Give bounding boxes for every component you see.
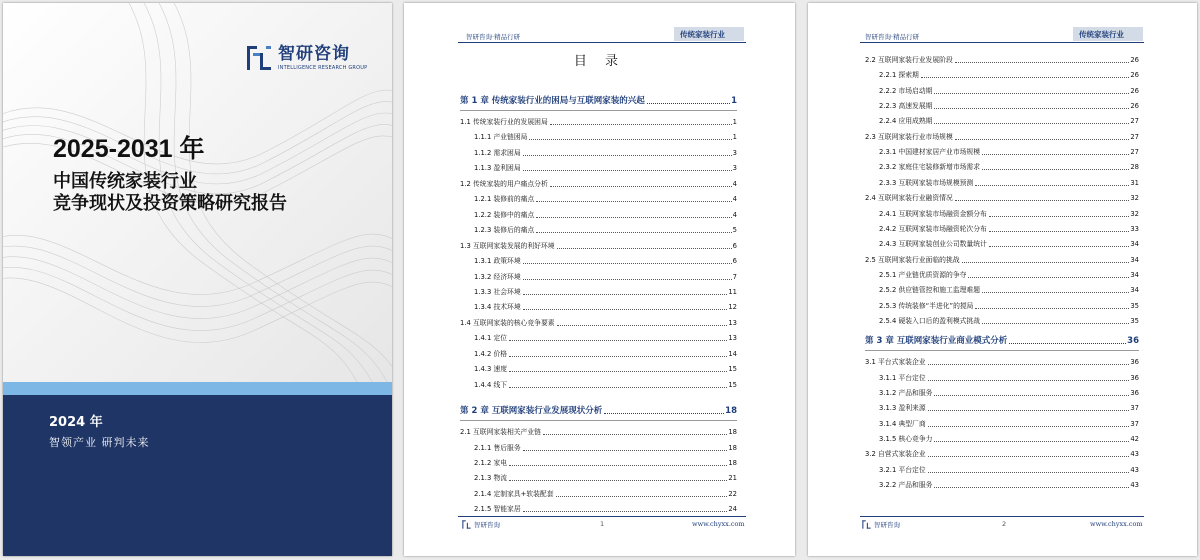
toc-entry-page: 21 xyxy=(728,474,737,483)
toc-entry[interactable] xyxy=(865,240,1139,249)
toc-entry-title: 1.1.1 产业链困局 xyxy=(474,133,528,142)
toc-entry[interactable] xyxy=(460,319,737,328)
toc-dot-leader xyxy=(523,263,732,264)
toc-entry[interactable] xyxy=(865,256,1139,265)
toc-dot-leader xyxy=(647,103,730,104)
toc-entry-page: 43 xyxy=(1130,481,1139,490)
toc-entry-title: 2.1.4 定制家具+软装配套 xyxy=(474,489,554,498)
toc-entry-title: 2.4 互联网家装行业融资情况 xyxy=(865,194,953,203)
toc-entry[interactable] xyxy=(460,118,737,127)
toc-page-2 xyxy=(808,3,1197,556)
toc-dot-leader xyxy=(982,154,1129,155)
toc-entry-title: 1.3 互联网家装发展的利好环境 xyxy=(460,241,555,250)
toc-entry-page: 5 xyxy=(732,226,737,235)
toc-entry-page: 35 xyxy=(1130,316,1139,325)
toc-dot-leader xyxy=(982,292,1129,293)
toc-chapter-entry[interactable] xyxy=(460,406,737,416)
toc-entry-title: 1.1.2 需求困局 xyxy=(474,148,521,157)
toc-entry-page: 26 xyxy=(1130,56,1139,64)
toc-entry-page: 7 xyxy=(732,272,737,281)
toc-entry-title: 1.4.2 价格 xyxy=(474,349,508,358)
toc-dot-leader xyxy=(975,185,1129,186)
toc-entry-page: 4 xyxy=(732,210,737,219)
toc-entry-title: 2.5.2 供应链管控和施工监理难题 xyxy=(879,286,981,295)
toc-dot-leader xyxy=(955,62,1130,63)
toc-entry-page: 1 xyxy=(732,133,737,142)
toc-entry-page: 42 xyxy=(1130,435,1139,444)
logo-mark-icon xyxy=(246,45,272,71)
toc-entry[interactable] xyxy=(460,428,737,437)
toc-entry[interactable] xyxy=(460,133,737,142)
toc-dot-leader xyxy=(928,426,1130,427)
toc-dot-leader xyxy=(523,294,728,295)
toc-entry-page: 11 xyxy=(728,287,737,296)
toc-entry[interactable] xyxy=(460,226,737,235)
toc-entry-page: 6 xyxy=(732,241,737,250)
toc-entry-page: 36 xyxy=(1130,373,1139,382)
toc-dot-leader xyxy=(975,308,1129,309)
footer-logo-icon xyxy=(862,520,871,529)
toc-dot-leader xyxy=(523,450,728,451)
toc-dot-leader xyxy=(509,340,727,341)
toc-entry-title: 3.1 平台式家装企业 xyxy=(865,358,926,367)
toc-entry-title: 2.2 互联网家装行业发展阶段 xyxy=(865,56,953,64)
toc-entry[interactable] xyxy=(865,450,1139,459)
toc-entry-title: 2.4.2 互联网家装市场融资轮次分布 xyxy=(879,224,987,233)
chapter-separator xyxy=(460,110,737,111)
toc-entry[interactable] xyxy=(865,358,1139,367)
toc-entry[interactable] xyxy=(865,56,1139,65)
toc-entry-title: 2.3.3 互联网家装市场规模预测 xyxy=(879,178,974,187)
toc-entry-page: 22 xyxy=(728,489,737,498)
toc-entry-title: 3.1.5 核心竞争力 xyxy=(879,435,933,444)
toc-entry-title: 2.1.1 售后服务 xyxy=(474,443,521,452)
toc-entry-page: 18 xyxy=(725,406,737,417)
toc-dot-leader xyxy=(509,356,727,357)
toc-entry[interactable] xyxy=(460,149,737,158)
toc-dot-leader xyxy=(543,434,727,435)
toc-entry-title: 第 3 章 互联网家装行业商业模式分析 xyxy=(865,336,1008,347)
toc-entry-title: 1.4.3 速度 xyxy=(474,365,508,374)
toc-entry-page: 6 xyxy=(732,257,737,266)
toc-entry[interactable] xyxy=(460,334,737,343)
toc-dot-leader xyxy=(989,216,1130,217)
cover-forecast-years: 2025-2031 年 xyxy=(53,135,205,163)
toc-entry-page: 26 xyxy=(1130,102,1139,111)
footer-logo-icon xyxy=(462,520,471,529)
toc-entry[interactable] xyxy=(460,505,737,514)
toc-entry-title: 2.3.1 中国建材家居产业市场规模 xyxy=(879,148,981,157)
toc-dot-leader xyxy=(928,456,1130,457)
toc-entry-page: 26 xyxy=(1130,86,1139,95)
toc-entry[interactable] xyxy=(865,404,1139,413)
toc-dot-leader xyxy=(523,155,732,156)
footer-logo-text: 智研咨询 xyxy=(474,521,500,529)
toc-entry-title: 2.3 互联网家装行业市场规模 xyxy=(865,132,953,141)
toc-entry-page: 3 xyxy=(732,164,737,173)
toc-dot-leader xyxy=(536,217,731,218)
toc-entry-page: 34 xyxy=(1130,270,1139,279)
toc-entry-title: 1.2 传统家装的用户痛点分析 xyxy=(460,179,548,188)
toc-entry[interactable] xyxy=(865,194,1139,203)
cover-title-line-1: 中国传统家装行业 xyxy=(53,171,197,192)
company-logo xyxy=(246,45,367,71)
toc-entry-title: 3.1.3 盈利来源 xyxy=(879,404,926,413)
toc-entry-page: 18 xyxy=(728,428,737,437)
toc-entry-title: 2.5.3 传统装修“半进化”的搅局 xyxy=(879,301,974,310)
toc-entry-page: 33 xyxy=(1130,224,1139,233)
toc-entry-page: 32 xyxy=(1130,194,1139,203)
toc-entry-page: 3 xyxy=(732,148,737,157)
toc-dot-leader xyxy=(934,108,1129,109)
toc-entry-title: 3.2 自营式家装企业 xyxy=(865,450,926,459)
cover-publish-year: 2024 年 xyxy=(49,415,103,430)
toc-entry-title: 1.3.2 经济环境 xyxy=(474,272,521,281)
toc-entry[interactable] xyxy=(865,466,1139,475)
toc-dot-leader xyxy=(536,201,731,202)
header-rule xyxy=(458,42,746,43)
toc-dot-leader xyxy=(989,231,1130,232)
toc-entry-page: 18 xyxy=(728,459,737,467)
page-header-brand: 智研咨询·精品行研 xyxy=(865,33,920,41)
cover-slogan: 智领产业 研判未来 xyxy=(49,436,150,449)
toc-entry-page: 27 xyxy=(1130,148,1139,157)
toc-dot-leader xyxy=(557,325,728,326)
toc-chapter-entry[interactable] xyxy=(865,336,1139,346)
toc-dot-leader xyxy=(989,246,1130,247)
toc-dot-leader xyxy=(928,410,1130,411)
toc-entry-page: 1 xyxy=(732,118,737,126)
footer-url[interactable]: www.chyxx.com xyxy=(692,520,745,528)
toc-dot-leader xyxy=(550,186,732,187)
toc-entry[interactable] xyxy=(865,286,1139,295)
page-number: 2 xyxy=(1002,520,1007,528)
toc-dot-leader xyxy=(509,480,727,481)
toc-dot-leader xyxy=(928,380,1130,381)
toc-entry[interactable] xyxy=(460,474,737,483)
toc-dot-leader xyxy=(982,323,1129,324)
toc-entry-page: 4 xyxy=(732,195,737,204)
toc-dot-leader xyxy=(523,309,728,310)
toc-entry[interactable] xyxy=(460,211,737,220)
toc-entry-title: 2.5.1 产业链优质资源的争夺 xyxy=(879,270,967,279)
toc-entry[interactable] xyxy=(865,420,1139,429)
toc-dot-leader xyxy=(934,395,1129,396)
toc-entry[interactable] xyxy=(460,381,737,390)
toc-entry[interactable] xyxy=(865,117,1139,126)
toc-entry-title: 1.2.3 装修后的痛点 xyxy=(474,226,535,235)
toc-entry-page: 13 xyxy=(728,318,737,327)
toc-dot-leader xyxy=(604,413,724,414)
toc-dot-leader xyxy=(934,487,1129,488)
toc-entry-page: 37 xyxy=(1130,419,1139,428)
toc-entry[interactable] xyxy=(865,148,1139,157)
toc-dot-leader xyxy=(955,139,1130,140)
toc-dot-leader xyxy=(523,279,732,280)
chapter-separator xyxy=(460,420,737,421)
toc-dot-leader xyxy=(921,77,1129,78)
toc-dot-leader xyxy=(982,169,1129,170)
toc-dot-leader xyxy=(509,465,727,466)
toc-entry[interactable] xyxy=(460,365,737,374)
toc-entry-page: 15 xyxy=(728,380,737,389)
toc-entry[interactable] xyxy=(460,242,737,251)
toc-entry-page: 32 xyxy=(1130,209,1139,218)
toc-entry-title: 2.3.2 家庭住宅装修新增市场需求 xyxy=(879,163,981,172)
toc-entry[interactable] xyxy=(865,133,1139,142)
toc-dot-leader xyxy=(509,387,727,388)
footer-rule xyxy=(458,516,746,517)
toc-entry-title: 2.1.2 家电 xyxy=(474,459,508,467)
toc-entry-page: 43 xyxy=(1130,465,1139,474)
toc-entry-title: 2.4.1 互联网家装市场融资金额分布 xyxy=(879,209,987,218)
toc-entry-page: 36 xyxy=(1130,389,1139,397)
toc-entry-title: 第 2 章 互联网家装行业发展现状分析 xyxy=(460,406,603,417)
toc-entry[interactable] xyxy=(460,303,737,312)
toc-dot-leader xyxy=(556,496,728,497)
toc-entry[interactable] xyxy=(460,444,737,453)
toc-entry-page: 35 xyxy=(1130,301,1139,310)
toc-entry-title: 1.4 互联网家装的核心竞争要素 xyxy=(460,318,555,327)
toc-entry-page: 24 xyxy=(728,505,737,514)
toc-entry-page: 34 xyxy=(1130,255,1139,264)
toc-entry-title: 3.1.1 平台定位 xyxy=(879,373,926,382)
logo-english-name: INTELLIGENCE RESEARCH GROUP xyxy=(278,65,368,71)
toc-entry-page: 27 xyxy=(1130,132,1139,141)
toc-dot-leader xyxy=(928,364,1130,365)
footer-url[interactable]: www.chyxx.com xyxy=(1090,520,1143,528)
toc-entry-title: 2.1.3 物流 xyxy=(474,474,508,483)
toc-entry[interactable] xyxy=(460,180,737,189)
toc-entry-page: 15 xyxy=(728,365,737,374)
toc-entry-title: 3.1.4 典型厂商 xyxy=(879,419,926,428)
toc-entry-title: 2.2.1 探索期 xyxy=(879,71,919,80)
toc-entry-title: 1.3.1 政策环境 xyxy=(474,257,521,266)
report-cover-page xyxy=(3,3,392,556)
toc-entry-page: 31 xyxy=(1130,178,1139,187)
toc-entry-title: 1.1.3 盈利困局 xyxy=(474,164,521,173)
footer-logo xyxy=(462,520,500,529)
toc-entry-title: 2.5.4 硬装入口后的盈利模式挑战 xyxy=(879,316,981,325)
toc-entry-title: 1.3.4 技术环境 xyxy=(474,303,521,312)
toc-entry-page: 28 xyxy=(1130,163,1139,172)
toc-entry-page: 27 xyxy=(1130,117,1139,126)
toc-dot-leader xyxy=(962,262,1130,263)
toc-entry[interactable] xyxy=(865,102,1139,111)
toc-entry[interactable] xyxy=(865,374,1139,383)
toc-entry[interactable] xyxy=(865,71,1139,80)
toc-entry[interactable] xyxy=(460,195,737,204)
toc-entry[interactable] xyxy=(865,317,1139,326)
toc-entry-title: 1.1 传统家装行业的发展困局 xyxy=(460,118,548,126)
toc-entry-title: 第 1 章 传统家装行业的困局与互联网家装的兴起 xyxy=(460,96,645,106)
footer-rule xyxy=(860,516,1144,517)
toc-entry[interactable] xyxy=(460,273,737,282)
toc-dot-leader xyxy=(934,93,1129,94)
toc-entry-title: 3.2.2 产品和服务 xyxy=(879,481,933,490)
toc-entry-title: 2.2.3 高速发展期 xyxy=(879,102,933,111)
toc-entry[interactable] xyxy=(865,210,1139,219)
toc-entry[interactable] xyxy=(460,164,737,173)
toc-entry-page: 37 xyxy=(1130,404,1139,413)
toc-entry[interactable] xyxy=(865,225,1139,234)
toc-entry[interactable] xyxy=(460,490,737,499)
toc-entry[interactable] xyxy=(865,179,1139,188)
toc-entry-title: 2.1.5 智能家居 xyxy=(474,505,521,514)
toc-entry-page: 34 xyxy=(1130,286,1139,295)
toc-entry-title: 1.2.1 装修前的痛点 xyxy=(474,195,535,204)
toc-dot-leader xyxy=(529,139,731,140)
toc-entry[interactable] xyxy=(460,350,737,359)
toc-entry-title: 3.1.2 产品和服务 xyxy=(879,389,933,397)
toc-dot-leader xyxy=(509,371,727,372)
toc-entry-page: 4 xyxy=(732,179,737,188)
toc-dot-leader xyxy=(523,511,728,512)
toc-entry[interactable] xyxy=(865,87,1139,96)
toc-entry[interactable] xyxy=(460,257,737,266)
toc-dot-leader xyxy=(550,124,732,125)
toc-entry-page: 34 xyxy=(1130,240,1139,249)
toc-dot-leader xyxy=(1009,343,1126,344)
footer-logo-text: 智研咨询 xyxy=(874,521,900,529)
toc-entry-title: 1.3.3 社会环境 xyxy=(474,287,521,296)
cover-title-line-2: 竞争现状及投资策略研究报告 xyxy=(53,193,287,214)
toc-entry-title: 1.2.2 装修中的痛点 xyxy=(474,210,535,219)
toc-entry-page: 36 xyxy=(1127,336,1139,347)
toc-entry[interactable] xyxy=(865,389,1139,398)
footer-logo xyxy=(862,520,900,529)
toc-entry-page: 18 xyxy=(728,443,737,452)
toc-dot-leader xyxy=(557,248,732,249)
toc-dot-leader xyxy=(934,441,1129,442)
toc-chapter-entry[interactable] xyxy=(460,96,737,106)
toc-entry[interactable] xyxy=(865,302,1139,311)
toc-entry-page: 14 xyxy=(728,349,737,358)
toc-dot-leader xyxy=(968,277,1129,278)
toc-entry-page: 12 xyxy=(728,303,737,312)
toc-dot-leader xyxy=(934,123,1129,124)
chapter-separator xyxy=(865,350,1139,351)
toc-dot-leader xyxy=(523,170,732,171)
toc-entry-title: 1.4.1 定位 xyxy=(474,334,508,343)
toc-dot-leader xyxy=(955,200,1130,201)
toc-entry[interactable] xyxy=(460,459,737,468)
toc-entry-title: 2.5 互联网家装行业面临的挑战 xyxy=(865,255,960,264)
toc-entry-page: 36 xyxy=(1130,358,1139,367)
toc-entry-page: 26 xyxy=(1130,71,1139,80)
toc-entry-page: 1 xyxy=(731,96,737,106)
page-number: 1 xyxy=(600,520,605,528)
page-header-topic: 传统家装行业 xyxy=(674,27,744,41)
toc-dot-leader xyxy=(536,232,731,233)
header-rule xyxy=(860,42,1144,43)
toc-entry-page: 43 xyxy=(1130,450,1139,459)
toc-entry[interactable] xyxy=(865,163,1139,172)
toc-entry[interactable] xyxy=(460,288,737,297)
cover-accent-stripe xyxy=(3,382,392,395)
toc-entry-title: 2.4.3 互联网家装创业公司数量统计 xyxy=(879,240,987,249)
toc-entry-title: 3.2.1 平台定位 xyxy=(879,465,926,474)
page-header-topic: 传统家装行业 xyxy=(1073,27,1143,41)
toc-entry[interactable] xyxy=(865,481,1139,490)
toc-entry[interactable] xyxy=(865,435,1139,444)
toc-page-1 xyxy=(404,3,795,556)
toc-title: 目 录 xyxy=(573,54,626,69)
toc-entry-title: 2.1 互联网家装相关产业链 xyxy=(460,428,541,437)
toc-entry[interactable] xyxy=(865,271,1139,280)
page-header-brand: 智研咨询·精品行研 xyxy=(466,33,521,41)
toc-entry-title: 1.4.4 线下 xyxy=(474,380,508,389)
toc-entry-title: 2.2.2 市场启动期 xyxy=(879,86,933,95)
toc-entry-title: 2.2.4 应用成熟期 xyxy=(879,117,933,126)
toc-entry-page: 13 xyxy=(728,334,737,343)
toc-dot-leader xyxy=(928,472,1130,473)
logo-chinese-name: 智研咨询 xyxy=(278,44,350,64)
